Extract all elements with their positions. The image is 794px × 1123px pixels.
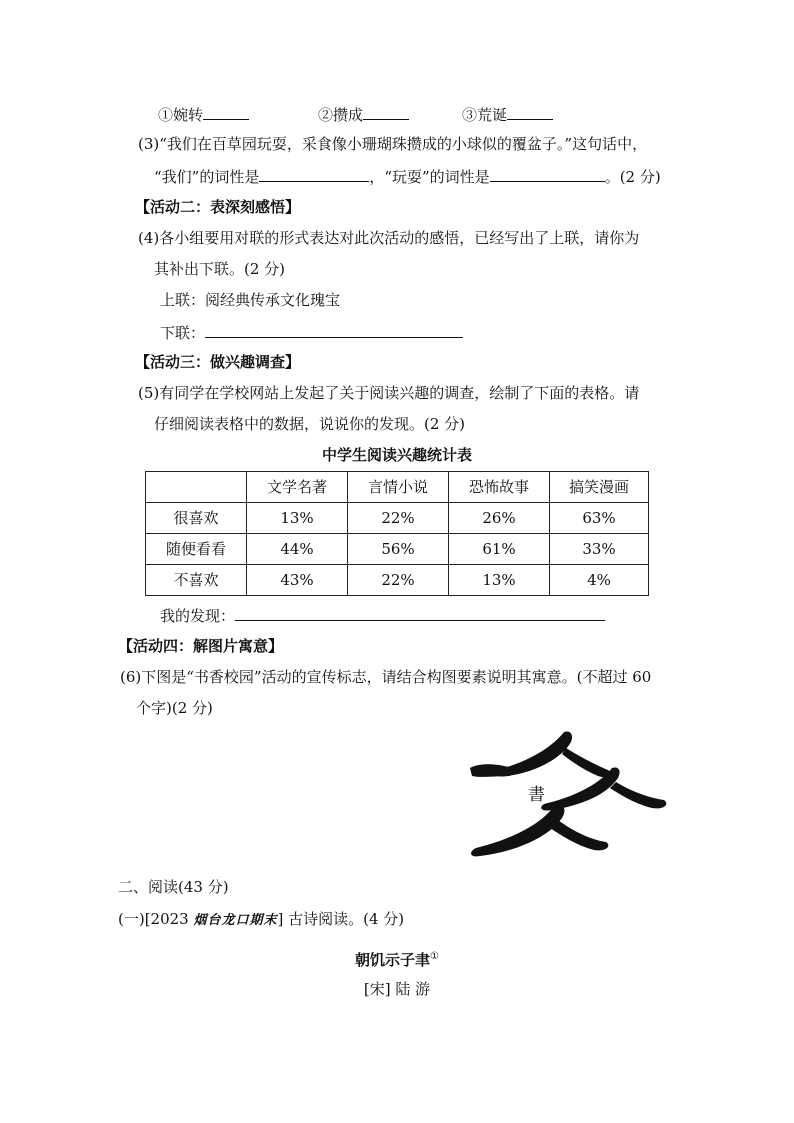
q2-item-3	[462, 103, 553, 125]
q4-upper-couplet: 上联：阅经典传承文化瑰宝	[160, 291, 341, 309]
table-cell: 43%	[247, 565, 348, 596]
poem-footnote-marker: ①	[430, 951, 439, 962]
q2-item-2-text: ②攒成	[318, 106, 364, 124]
subsection-1-suffix: ] 古诗阅读。(4 分)	[277, 910, 405, 928]
activity-3-heading: 【活动三：做兴趣调查】	[135, 353, 301, 371]
subsection-1-prefix: (一)[2023	[118, 910, 194, 928]
q4-lower-couplet	[160, 321, 463, 343]
q6-line1: (6)下图是“书香校园”活动的宣传标志，请结合构图要素说明其寓意。(不超过 60	[120, 668, 652, 686]
q3-part-b: ，“玩耍”的词性是	[369, 168, 490, 186]
table-row	[146, 534, 649, 565]
q4-line1: (4)各小组要用对联的形式表达对此次活动的感悟，已经写出了上联，请你为	[138, 229, 640, 247]
q5-line2: 仔细阅读表格中的数据，说说你的发现。(2 分)	[154, 415, 466, 433]
table-cell: 13%	[449, 565, 550, 596]
q2-item-3-text: ③荒诞	[462, 106, 508, 124]
q6-line2: 个字)(2 分)	[136, 699, 213, 717]
q2-item-2	[318, 103, 409, 125]
q3-part-a: “我们”的词性是	[154, 168, 260, 186]
table-cell: 13%	[247, 503, 348, 534]
table-row	[146, 503, 649, 534]
table-cell: 26%	[449, 503, 550, 534]
answer-blank[interactable]	[259, 165, 369, 182]
q3-part-c: 。(2 分)	[604, 168, 661, 186]
q3-line2	[154, 165, 661, 187]
finding-label: 我的发现：	[160, 607, 236, 625]
table-cell: 很喜欢	[146, 503, 247, 534]
finding-line	[160, 604, 605, 626]
q4-lower-label: 下联：	[160, 324, 206, 342]
subsection-1-source: 烟台龙口期末	[193, 913, 278, 928]
table-header-cell: 言情小说	[348, 472, 449, 503]
answer-blank[interactable]	[490, 165, 605, 182]
poem-title	[300, 947, 494, 970]
q2-item-1	[158, 103, 249, 125]
poem-author: [宋] 陆 游	[363, 980, 431, 998]
answer-blank[interactable]	[235, 604, 605, 621]
answer-blank[interactable]	[205, 321, 463, 338]
answer-blank[interactable]	[507, 103, 553, 120]
table-cell: 不喜欢	[146, 565, 247, 596]
q3-line1: (3)“我们在百草园玩耍，采食像小珊瑚珠攒成的小球似的覆盆子。”这句话中，	[138, 135, 648, 153]
table-cell: 4%	[550, 565, 649, 596]
table-cell: 22%	[348, 565, 449, 596]
table-header-cell: 文学名著	[247, 472, 348, 503]
calligraphy-logo-icon	[466, 728, 672, 860]
table-title: 中学生阅读兴趣统计表	[321, 446, 472, 464]
reading-interest-table	[145, 471, 649, 596]
table-row	[146, 565, 649, 596]
subsection-1-heading	[118, 909, 404, 931]
logo-character: 書	[528, 785, 545, 805]
table-header-cell: 恐怖故事	[449, 472, 550, 503]
answer-blank[interactable]	[203, 103, 249, 120]
q4-line2: 其补出下联。(2 分)	[154, 260, 286, 278]
section-2-heading: 二、阅读(43 分)	[118, 878, 229, 896]
table-cell: 22%	[348, 503, 449, 534]
table-cell: 33%	[550, 534, 649, 565]
table-cell: 63%	[550, 503, 649, 534]
activity-4-heading: 【活动四：解图片寓意】	[118, 637, 284, 655]
answer-blank[interactable]	[363, 103, 409, 120]
table-header-cell: 搞笑漫画	[550, 472, 649, 503]
poem-title-text: 朝饥示子聿	[355, 951, 431, 969]
table-cell: 44%	[247, 534, 348, 565]
book-fragrance-logo	[466, 728, 672, 860]
table-cell: 随便看看	[146, 534, 247, 565]
table-cell: 61%	[449, 534, 550, 565]
table-cell: 56%	[348, 534, 449, 565]
q5-line1: (5)有同学在学校网站上发起了关于阅读兴趣的调查，绘制了下面的表格。请	[138, 384, 640, 402]
activity-2-heading: 【活动二：表深刻感悟】	[135, 198, 301, 216]
table-header-cell	[146, 472, 247, 503]
q2-item-1-text: ①婉转	[158, 106, 204, 124]
table-header-row	[146, 472, 649, 503]
